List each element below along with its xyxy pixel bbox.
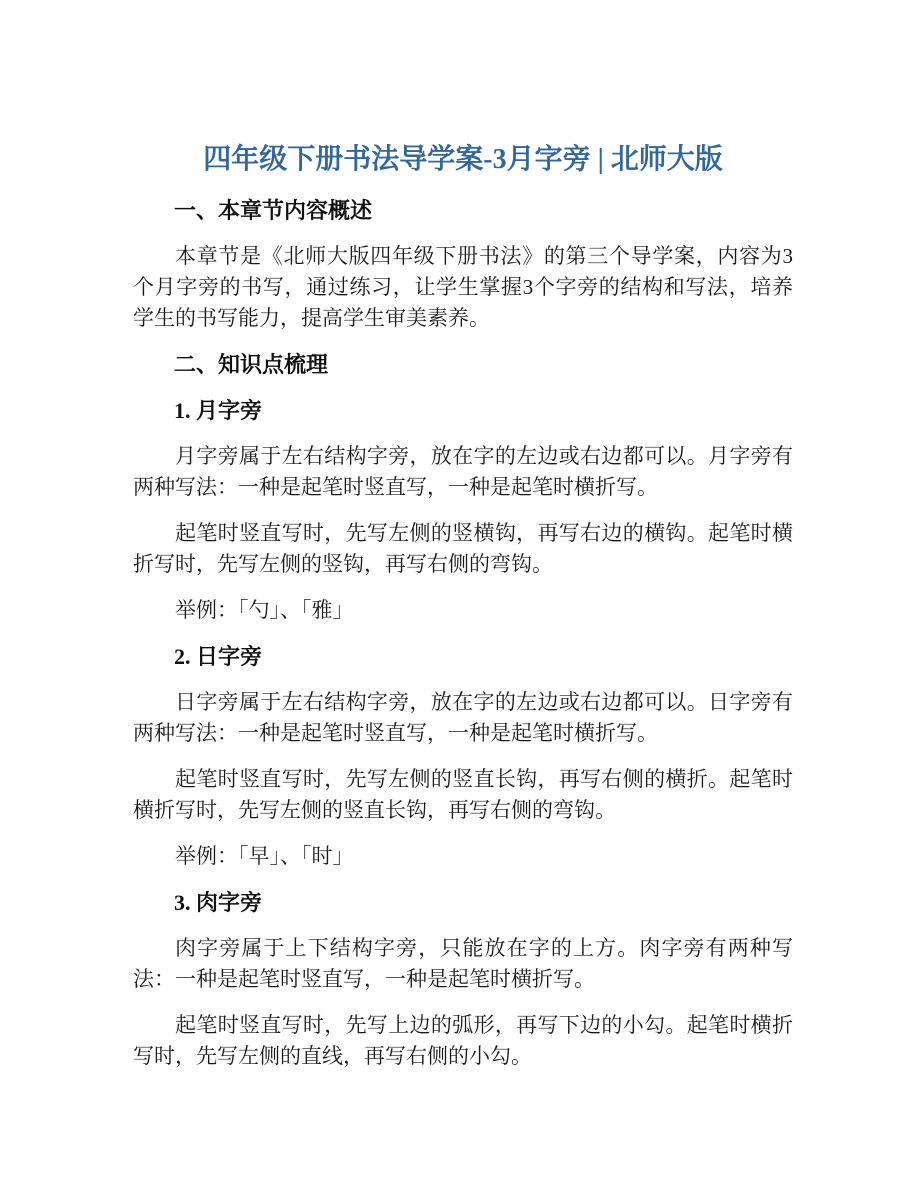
subheading-meat-radical: 3. 肉字旁: [174, 890, 263, 915]
paragraph-moon-radical-strokes: 起笔时竖直写时，先写左侧的竖横钩，再写右边的横钩。起笔时横折写时，先写左侧的竖钩，再写右侧的弯钩。: [133, 521, 793, 576]
paragraph-sun-radical-intro: 日字旁属于左右结构字旁，放在字的左边或右边都可以。日字旁有两种写法：一种是起笔时竖直写，一种是起笔时横折写。: [133, 690, 793, 745]
section-heading-knowledge-points: 二、知识点梳理: [174, 352, 329, 377]
paragraph-moon-radical-examples: 举例：「勺」、「雅」: [175, 598, 354, 622]
paragraph-meat-radical-intro: 肉字旁属于上下结构字旁，只能放在字的上方。肉字旁有两种写法：一种是起笔时竖直写，一种是起笔时横折写。: [133, 936, 793, 991]
paragraph-sun-radical-examples: 举例：「早」、「时」: [175, 844, 354, 868]
paragraph-meat-radical-strokes: 起笔时竖直写时，先写上边的弧形，再写下边的小勾。起笔时横折写时，先写左侧的直线，再写右侧的小勾。: [133, 1013, 793, 1068]
subheading-moon-radical: 1. 月字旁: [174, 398, 263, 423]
section-heading-overview: 一、本章节内容概述: [174, 198, 373, 223]
paragraph-overview: 本章节是《北师大版四年级下册书法》的第三个导学案，内容为3个月字旁的书写，通过练习，让学生掌握3个字旁的结构和写法，培养学生的书写能力，提高学生审美素养。: [133, 244, 793, 330]
subheading-sun-radical: 2. 日字旁: [174, 644, 263, 669]
document-title: 四年级下册书法导学案-3月字旁 | 北师大版: [203, 144, 723, 175]
paragraph-moon-radical-intro: 月字旁属于左右结构字旁，放在字的左边或右边都可以。月字旁有两种写法：一种是起笔时竖直写，一种是起笔时横折写。: [133, 444, 793, 499]
paragraph-sun-radical-strokes: 起笔时竖直写时，先写左侧的竖直长钩，再写右侧的横折。起笔时横折写时，先写左侧的竖直长钩，再写右侧的弯钩。: [133, 767, 793, 822]
